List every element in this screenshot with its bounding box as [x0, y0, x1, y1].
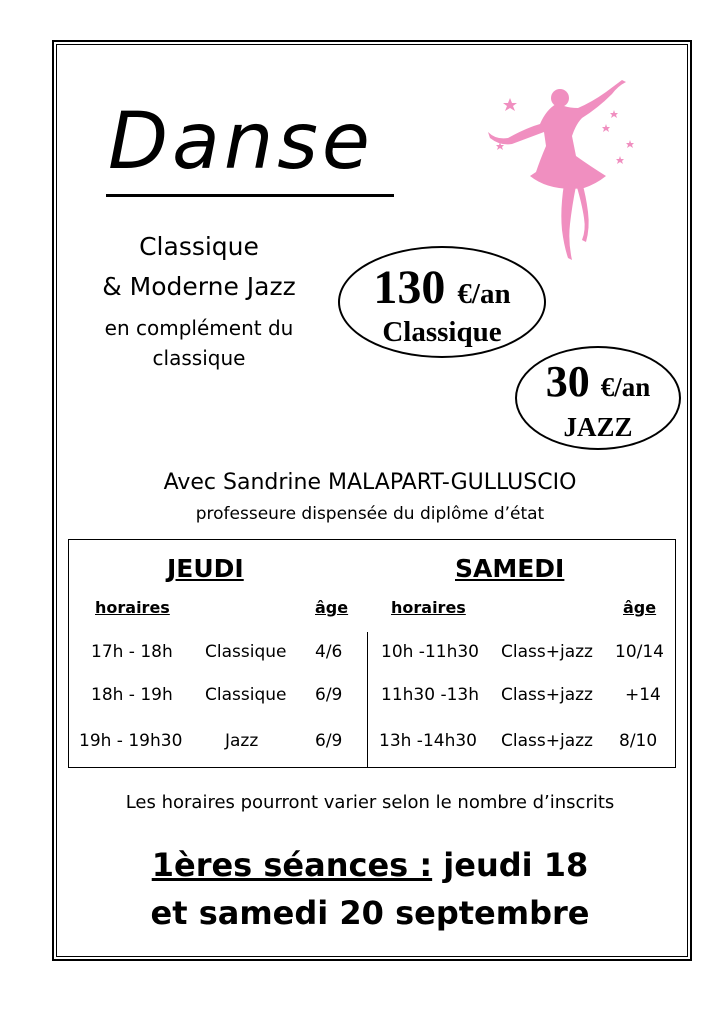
jeudi-row3-style: Jazz	[225, 731, 259, 751]
day-title-samedi: SAMEDI	[455, 554, 565, 583]
ballerina-illustration	[486, 80, 640, 270]
samedi-row2-age: +14	[625, 685, 661, 705]
first-sessions-jeudi: jeudi 18	[432, 846, 589, 884]
subtitle-complement: en complément du	[104, 316, 294, 340]
jeudi-row3-age: 6/9	[315, 731, 343, 751]
title-underline	[106, 194, 394, 197]
first-sessions-label: 1ères séances :	[151, 846, 433, 884]
samedi-row1-time: 10h -11h30	[381, 642, 479, 662]
samedi-row3-age: 8/10	[619, 731, 658, 751]
price-unit: €/an	[600, 372, 651, 402]
price-unit: €/an	[457, 278, 511, 310]
header-age-samedi: âge	[623, 598, 657, 617]
schedule-table	[68, 539, 676, 768]
schedule-divider	[367, 632, 368, 768]
price-amount: 130	[373, 261, 446, 314]
jeudi-row1-style: Classique	[205, 642, 287, 662]
price-badge-jazz	[515, 346, 681, 450]
header-horaires-jeudi: horaires	[95, 598, 170, 617]
day-title-jeudi: JEUDI	[167, 554, 244, 583]
subtitle-classique: Classique	[139, 232, 259, 261]
header-age-jeudi: âge	[315, 598, 349, 617]
samedi-row3-style: Class+jazz	[501, 731, 593, 751]
price-label: JAZZ	[563, 412, 633, 442]
jeudi-row1-age: 4/6	[315, 642, 343, 662]
samedi-row2-time: 11h30 -13h	[381, 685, 479, 705]
teacher-qualification: professeure dispensée du diplôme d’état	[195, 504, 545, 524]
schedule-note: Les horaires pourront varier selon le nombre d’inscrits	[125, 792, 615, 813]
samedi-row3-time: 13h -14h30	[379, 731, 477, 751]
price-amount: 30	[545, 357, 590, 406]
samedi-row1-age: 10/14	[615, 642, 664, 662]
jeudi-row1-time: 17h - 18h	[91, 642, 173, 662]
teacher-name: Avec Sandrine MALAPART-GULLUSCIO	[163, 470, 577, 495]
header-horaires-samedi: horaires	[391, 598, 466, 617]
first-sessions-line1	[60, 846, 680, 884]
jeudi-row2-style: Classique	[205, 685, 287, 705]
price-label: Classique	[382, 316, 502, 348]
jeudi-row3-time: 19h - 19h30	[79, 731, 183, 751]
samedi-row2-style: Class+jazz	[501, 685, 593, 705]
poster-title: Danse	[108, 97, 374, 187]
subtitle-classique-2: classique	[152, 346, 246, 370]
jeudi-row2-age: 6/9	[315, 685, 343, 705]
samedi-row1-style: Class+jazz	[501, 642, 593, 662]
subtitle-moderne-jazz: & Moderne Jazz	[102, 272, 296, 301]
jeudi-row2-time: 18h - 19h	[91, 685, 173, 705]
first-sessions-line2: et samedi 20 septembre	[150, 894, 590, 932]
